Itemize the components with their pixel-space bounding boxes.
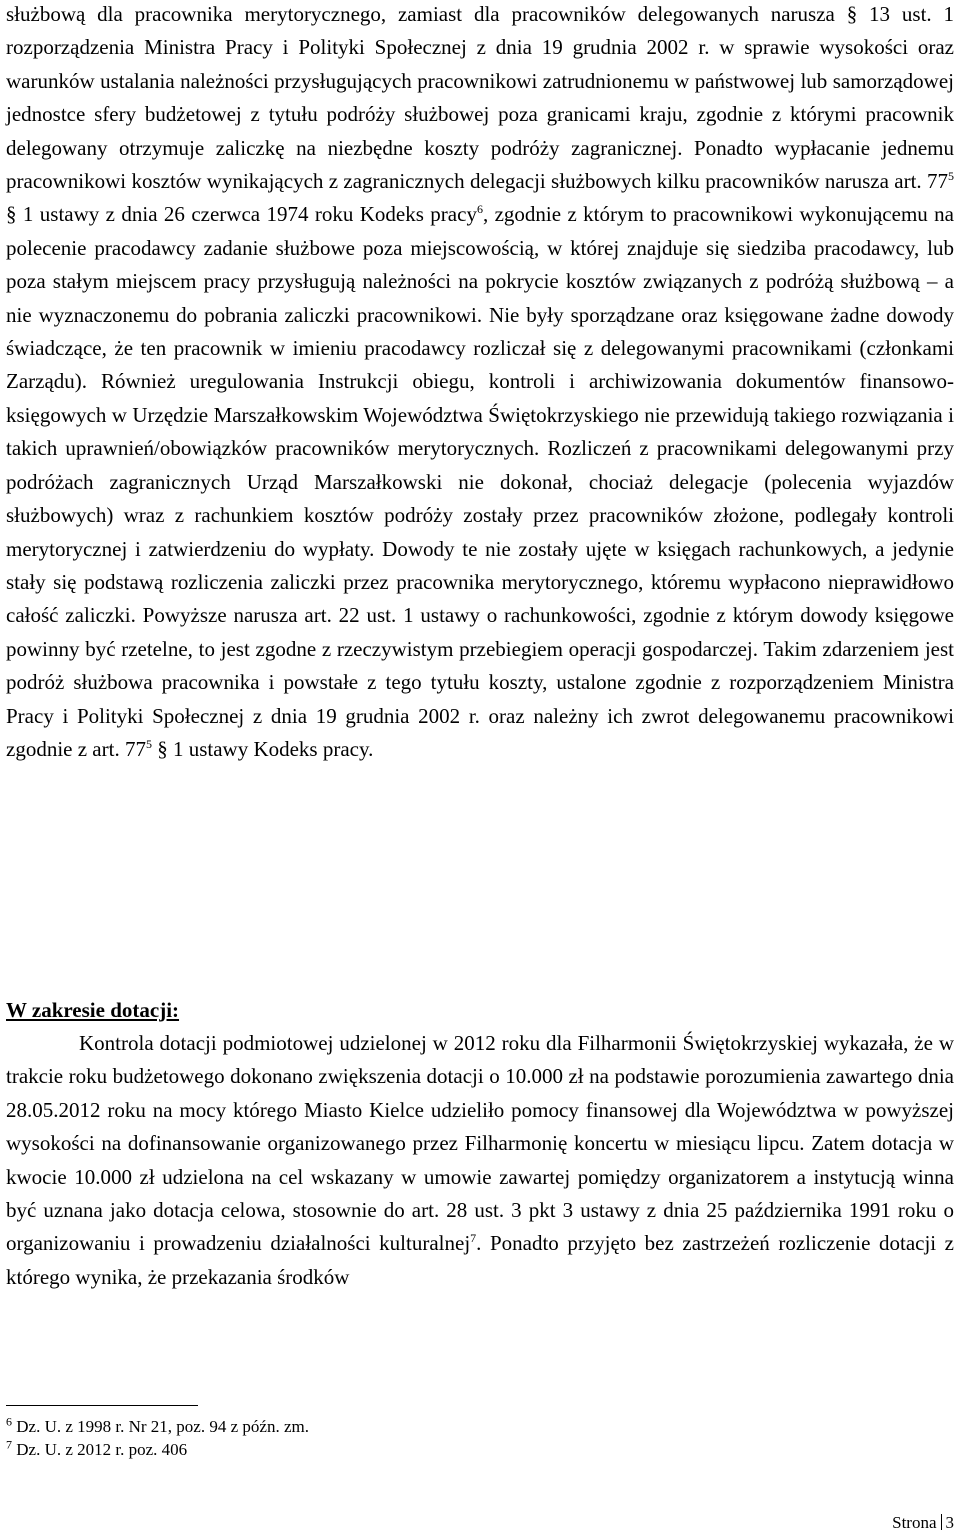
superscript: 5 (948, 169, 954, 184)
paragraph-text: Kontrola dotacji podmiotowej udzielonej w 2012 roku dla Filharmonii Świętokrzyskiej wykazała, że w trakcie roku budżetowego dokonano zwiększenia dotacji o 10.000 zł na podstawie porozumienia zawartego dnia 28.05.2012 roku na mocy którego Miasto Kielce udzieliło pomocy finansowej dla Województwa w powyższej wysokości na dofinansowanie organizowanego przez Filharmonię koncertu w miesiącu lipcu. Zatem dotacja w kwocie 10.000 zł udzielona na cel wskazany w umowie zawartej pomiędzy organizatorem a instytucją winna być uznana jako dotacja celowa, stosownie do art. 28 ust. 3 pkt 3 ustawy z dnia 25 października 1991 roku o organizowaniu i prowadzeniu działalności kulturalnej (6, 1031, 954, 1256)
footnote-separator (6, 1405, 198, 1406)
page-label: Strona (892, 1513, 937, 1532)
body-paragraph-travel-expenses (6, 0, 954, 766)
superscript: 5 (145, 736, 152, 751)
paragraph-text: , zgodnie z którym to pracownikowi wykonującemu na polecenie pracodawcy zadanie służbowe poza miejscowością, w której znajduje się siedziba pracodawcy, lub poza stałym miejscem pracy przysługują należności na pokrycie kosztów związanych z podróżą służbową – a nie wyznaczonemu do pobrania zaliczki pracownikowi. Nie były sporządzane oraz księgowane żadne dowody świadczące, że ten pracownik w imieniu pracodawcy rozliczał się z delegowanymi pracownikami (członkami Zarządu). Również uregulowania Instrukcji obiegu, kontroli i archiwizowania dokumentów finansowo-księgowych w Urzędzie Marszałkowskim Województwa Świętokrzyskiego nie przewidują takiego rozwiązania i takich uprawnień/obowiązków pracowników merytorycznych. Rozliczeń z pracownikami delegowanymi przy podróżach zagranicznych Urząd Marszałkowski nie dokonał, chociaż delegacje (polecenia wyjazdów służbowych) wraz z rachunkiem kosztów podróży zostały przez pracowników złożone, podlegały kontroli merytorycznej i zatwierdzeniu do wypłaty. Dowody te nie zostały ujęte w księgach rachunkowych, a jedynie stały się podstawą rozliczenia zaliczki przez pracownika merytorycznego, któremu wypłacono nieprawidłowo całość zaliczki. Powyższe narusza art. 22 ust. 1 ustawy o rachunkowości, zgodnie z którym dowody księgowe powinny być rzetelne, to jest zgodne z rzeczywistym przebiegiem operacji gospodarczej. Takim zdarzeniem jest podróż służbowa pracownika i powstałe z tego tytułu koszty, ustalone zgodnie z rozporządzeniem Ministra Pracy i Polityki Społecznej z dnia 19 grudnia 2002 r. oraz należny ich zwrot delegowanemu pracownikowi zgodnie z art. 77 (6, 202, 954, 761)
footnote-ref-7[interactable]: 7 (470, 1231, 477, 1246)
footnote-text: Dz. U. z 2012 r. poz. 406 (12, 1440, 188, 1459)
paragraph-text: § 1 ustawy z dnia 26 czerwca 1974 roku Kodeks pracy (6, 202, 477, 227)
footnote-number: 7 (6, 1437, 12, 1452)
page-number: 3 (945, 1513, 954, 1532)
footnote-ref-6[interactable]: 6 (476, 202, 483, 217)
paragraph-text: służbową dla pracownika merytorycznego, zamiast dla pracowników delegowanych narusza § 13 ust. 1 rozporządzenia Ministra Pracy i Polityki Społecznej z dnia 19 grudnia 2002 r. w sprawie wysokości oraz warunków ustalania należności przysługujących pracownikowi zatrudnionemu w państwowej lub samorządowej jednostce sfery budżetowej z tytułu podróży służbowej poza granicami kraju, zgodnie z którymi pracownik delegowany otrzymuje zaliczkę na niezbędne koszty podróży zagranicznej. Ponadto wypłacanie jednemu pracownikowi kosztów wynikających z zagranicznych delegacji służbowych kilku pracowników narusza art. 77 (6, 2, 954, 194)
section-heading: W zakresie dotacji: (6, 998, 180, 1022)
footnote-7 (6, 1438, 906, 1461)
footnote-number: 6 (6, 1414, 12, 1429)
footnote-6 (6, 1415, 906, 1438)
page-footer (892, 1512, 954, 1534)
footer-divider (941, 1514, 942, 1530)
footnote-text: Dz. U. z 1998 r. Nr 21, poz. 94 z późn. zm. (12, 1417, 309, 1436)
body-paragraph-subsidies (6, 1027, 954, 1294)
footnotes (6, 1415, 906, 1461)
paragraph-text: . Ponadto przyjęto bez zastrzeżeń rozliczenie dotacji z którego wynika, że przekazania środków (6, 1231, 954, 1289)
paragraph-text: § 1 ustawy Kodeks pracy. (151, 736, 374, 761)
